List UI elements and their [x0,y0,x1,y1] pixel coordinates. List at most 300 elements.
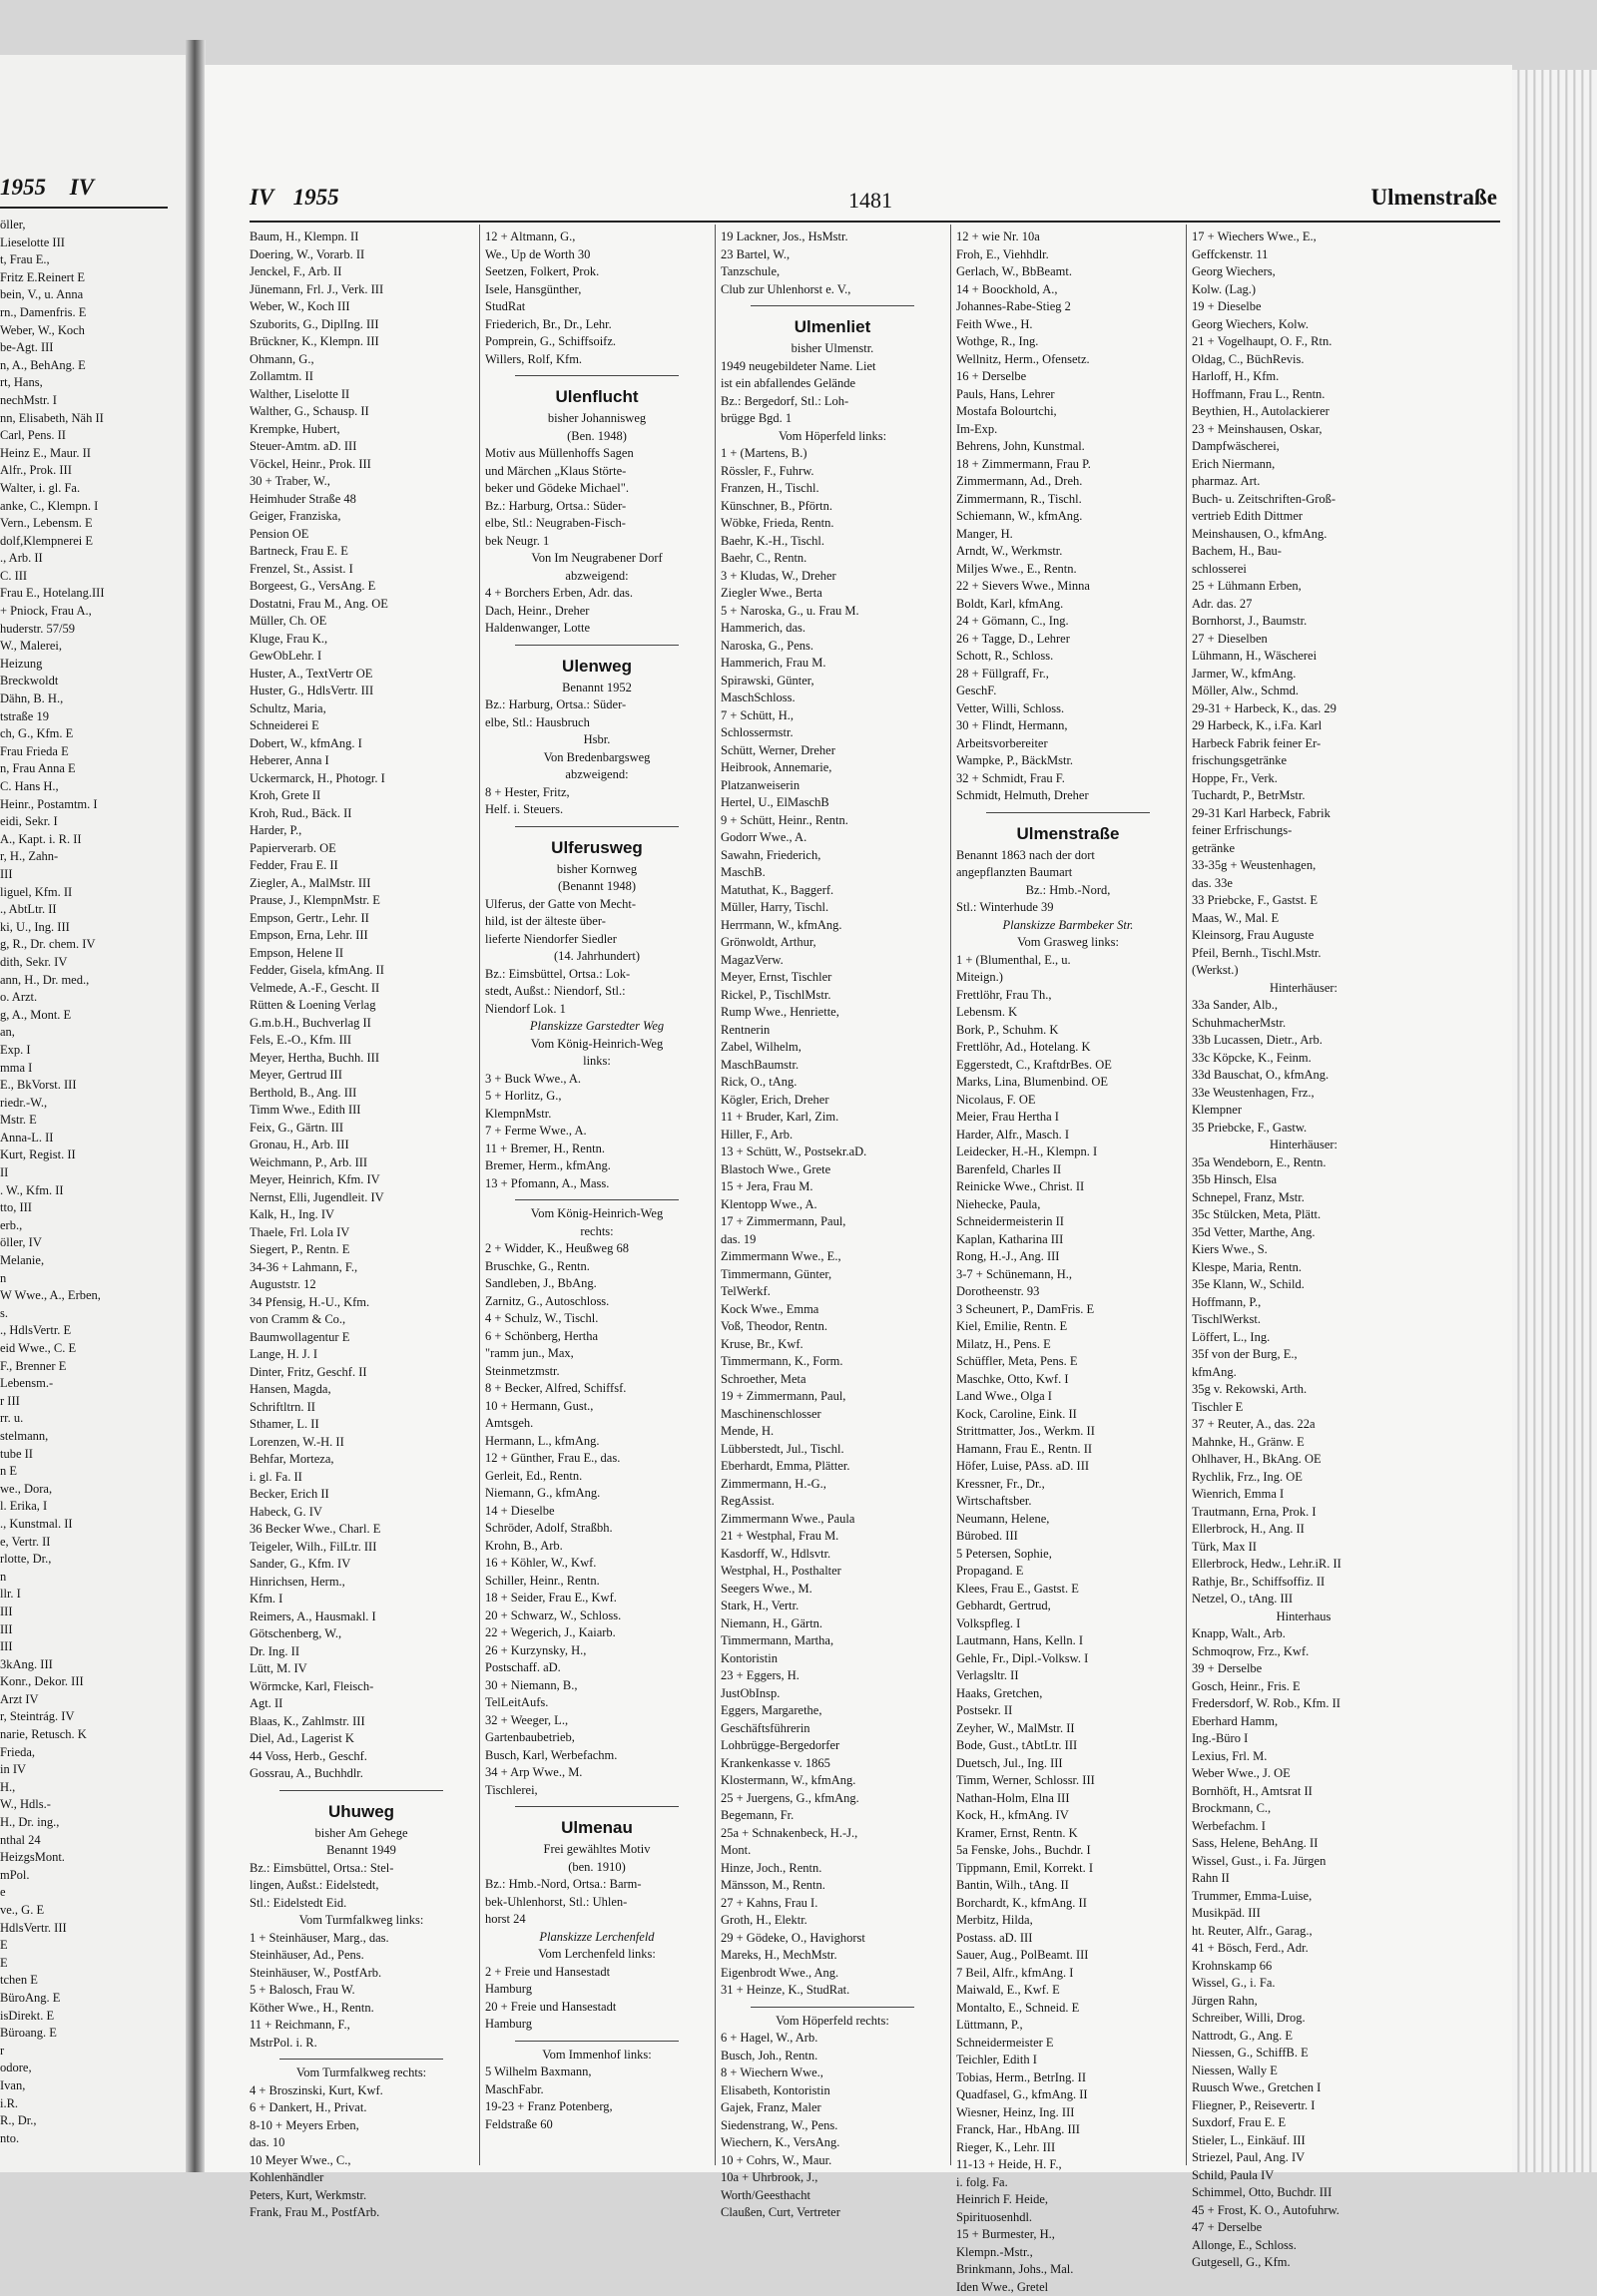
directory-entry: Miljes Wwe., E., Rentn. [956,561,1180,579]
directory-entry: Frank, Frau M., PostfArb. [250,2204,473,2222]
directory-entry: Haldenwanger, Lotte [485,620,709,638]
directory-entry: Möller, Alw., Schmd. [1192,683,1415,700]
left-page-line: Fritz E.Reinert E [0,269,160,287]
directory-entry: Siegert, P., Rentn. E [250,1241,473,1259]
directory-entry: ist ein abfallendes Gelände [721,375,944,393]
directory-entry: 19 + Zimmermann, Paul, [721,1388,944,1406]
directory-entry: Ohmann, G., [250,351,473,369]
left-page-line: Konr., Dekor. III [0,1673,160,1691]
directory-entry: Sauer, Aug., PolBeamt. III [956,1947,1180,1965]
running-head-street: Ulmenstraße [1371,185,1497,211]
section-note: rechts: [485,1223,709,1241]
directory-entry: 33 Priebcke, F., Gastst. E [1192,892,1415,910]
left-page-line: H., [0,1779,160,1797]
directory-entry: 4 + Broszinski, Kurt, Kwf. [250,2082,473,2100]
directory-entry: Friederich, Br., Dr., Lehr. [485,316,709,334]
directory-entry: 23 + Meinshausen, Oskar, [1192,421,1415,439]
directory-entry: Schott, R., Schloss. [956,648,1180,666]
section-note: Vom Immenhof links: [485,2047,709,2065]
directory-entry: Miteign.) [956,969,1180,987]
directory-entry: Timm, Werner, Schlossr. III [956,1772,1180,1790]
left-page-line: nto. [0,2130,160,2148]
directory-entry: Papierverarb. OE [250,840,473,858]
left-page-line: HdlsVertr. III [0,1920,160,1938]
directory-entry: Neumann, Helene, [956,1511,1180,1529]
directory-entry: Gebhardt, Gertrud, [956,1598,1180,1615]
directory-entry: RegAssist. [721,1493,944,1511]
directory-entry: Volkspfleg. I [956,1615,1180,1633]
left-page-line: o. Arzt. [0,989,160,1007]
left-page-line: ch, G., Kfm. E [0,725,160,743]
directory-entry: 45 + Frost, K. O., Autofuhrw. [1192,2202,1415,2220]
directory-entry: 19 + Dieselbe [1192,298,1415,316]
section-note: Vom König-Heinrich-Weg [485,1036,709,1054]
directory-entry: Trummer, Emma-Luise, [1192,1888,1415,1906]
directory-entry: Franck, Har., HbAng. III [956,2121,1180,2139]
directory-entry: Gerlach, W., BbBeamt. [956,263,1180,281]
directory-entry: Prause, J., KlempnMstr. E [250,892,473,910]
directory-entry: Heimhuder Straße 48 [250,491,473,509]
directory-entry: Kögler, Erich, Dreher [721,1092,944,1110]
left-page [0,55,190,2172]
directory-entry: Stieler, L., Einkäuf. III [1192,2132,1415,2150]
directory-entry: Bürobed. III [956,1528,1180,1546]
directory-entry: 33c Köpcke, K., Feinm. [1192,1050,1415,1068]
directory-entry: Wissel, Gust., i. Fa. Jürgen [1192,1853,1415,1871]
directory-entry: Bz.: Eimsbüttel, Ortsa.: Stel- [250,1860,473,1878]
street-heading: Uhuweg [250,1799,473,1825]
left-header-rule [0,207,168,209]
directory-entry: Schriftltrn. II [250,1399,473,1417]
directory-entry: Reinicke Wwe., Christ. II [956,1178,1180,1196]
directory-entry: Bremer, Herm., kfmAng. [485,1157,709,1175]
directory-entry: Uckermarck, H., Photogr. I [250,770,473,788]
left-page-line: g, R., Dr. chem. IV [0,936,160,954]
directory-entry: Musikpäd. III [1192,1905,1415,1923]
directory-entry: i. folg. Fa. [956,2174,1180,2192]
planskizze-note: Planskizze Barmbeker Str. [956,917,1180,935]
directory-entry: Hamburg [485,2016,709,2034]
directory-entry: 39 + Derselbe [1192,1660,1415,1678]
left-page-line: C. Hans H., [0,778,160,796]
left-page-line: III [0,1638,160,1656]
directory-entry: Hamann, Frau E., Rentn. II [956,1441,1180,1459]
directory-entry: Schreiber, Willi, Drog. [1192,2010,1415,2028]
directory-entry: Kfm. I [250,1591,473,1608]
left-page-line: nechMstr. I [0,392,160,410]
directory-entry: Szuborits, G., DiplIng. III [250,316,473,334]
directory-entry: Peters, Kurt, Werkmstr. [250,2187,473,2205]
section-separator [515,826,679,827]
directory-entry: Ruusch Wwe., Gretchen I [1192,2079,1415,2097]
left-page-line: Ivan, [0,2077,160,2095]
left-page-line: narie, Retusch. K [0,1726,160,1744]
directory-entry: Walther, Liselotte II [250,386,473,404]
directory-entry: Hamburg [485,1981,709,1999]
left-page-line: W., Hdls.- [0,1796,160,1814]
left-page-line: we., Dora, [0,1481,160,1499]
directory-entry: Maiwald, E., Kwf. E [956,1982,1180,2000]
directory-entry: Mänsson, M., Rentn. [721,1877,944,1895]
section-note: Vom Lerchenfeld links: [485,1946,709,1964]
directory-entry: Haaks, Gretchen, [956,1685,1180,1703]
left-page-line: ., Arb. II [0,550,160,568]
directory-entry: Steinhäuser, W., PostfArb. [250,1965,473,1983]
directory-entry: Postschaff. aD. [485,1659,709,1677]
directory-entry: Striezel, Paul, Ang. IV [1192,2149,1415,2167]
directory-entry: Duetsch, Jul., Ing. III [956,1755,1180,1773]
directory-entry: Georg Wiechers, [1192,263,1415,281]
section-note: Benannt 1952 [485,680,709,697]
left-page-line: rr. u. [0,1410,160,1428]
directory-entry: Lange, H. J. I [250,1346,473,1364]
directory-entry: 5 + Horlitz, G., [485,1088,709,1106]
left-page-line: t, Frau E., [0,251,160,269]
directory-entry: Weber, W., Koch III [250,298,473,316]
left-page-line: . W., Kfm. II [0,1182,160,1200]
left-page-line: HeizgsMont. [0,1849,160,1867]
directory-entry: TelWerkf. [721,1283,944,1301]
directory-entry: Claußen, Curt, Vertreter [721,2204,944,2222]
directory-entry: Godorr Wwe., A. [721,829,944,847]
directory-entry: pharmaz. Art. [1192,473,1415,491]
directory-entry: Wissel, G., i. Fa. [1192,1975,1415,1993]
directory-entry: angepflanzten Baumart [956,864,1180,882]
section-note: (Benannt 1948) [485,878,709,896]
directory-entry: Höfer, Luise, PAss. aD. III [956,1458,1180,1476]
directory-entry: Dinter, Fritz, Geschf. II [250,1364,473,1382]
directory-entry: Mahnke, H., Gränw. E [1192,1434,1415,1452]
directory-entry: Schröder, Adolf, Straßbh. [485,1520,709,1538]
directory-entry: Heinrich F. Heide, [956,2191,1180,2209]
directory-entry: Land Wwe., Olga I [956,1388,1180,1406]
directory-entry: Teigeler, Wilh., FilLtr. III [250,1539,473,1557]
left-page-line: Heinz E., Maur. II [0,445,160,463]
directory-entry: Klespe, Maria, Rentn. [1192,1259,1415,1277]
directory-entry: Schimmel, Otto, Buchdr. III [1192,2184,1415,2202]
directory-entry: 11 + Reichmann, F., [250,2017,473,2035]
directory-entry: Timmermann, Martha, [721,1632,944,1650]
left-page-line: liguel, Kfm. II [0,884,160,902]
directory-entry: Arbeitsvorbereiter [956,735,1180,753]
directory-entry: stedt, Außst.: Niendorf, Stl.: [485,983,709,1001]
directory-entry: hild, ist der älteste über- [485,913,709,931]
directory-entry: Georg Wiechers, Kolw. [1192,316,1415,334]
directory-entry: feiner Erfrischungs- [1192,822,1415,840]
directory-entry: Erich Niermann, [1192,456,1415,474]
left-page-line: W Wwe., A., Erben, [0,1287,160,1305]
directory-entry: 14 + Boockhold, A., [956,281,1180,299]
directory-entry: Lohbrügge-Bergedorfer [721,1737,944,1755]
directory-entry: Wöbke, Frieda, Rentn. [721,515,944,533]
directory-entry: Thaele, Frl. Lola IV [250,1224,473,1242]
directory-column-2 [485,229,709,2164]
directory-entry: 4 + Schulz, W., Tischl. [485,1310,709,1328]
right-page-header [250,185,1497,221]
directory-entry: Bz.: Bergedorf, Stl.: Loh- [721,393,944,411]
directory-entry: Eggers, Margarethe, [721,1702,944,1720]
directory-entry: Lühmann, H., Wäscherei [1192,648,1415,666]
left-page-line: g, A., Mont. E [0,1007,160,1025]
directory-entry: Jünemann, Frl. J., Verk. III [250,281,473,299]
directory-entry: Zimmermann Wwe., E., [721,1248,944,1266]
directory-entry: StudRat [485,298,709,316]
directory-entry: Teichler, Edith I [956,2052,1180,2069]
directory-entry: Vetter, Willi, Schloss. [956,700,1180,718]
directory-entry: lingen, Außst.: Eidelstedt, [250,1877,473,1895]
directory-entry: Rütten & Loening Verlag [250,997,473,1015]
directory-entry: 31 + Heinze, K., StudRat. [721,1982,944,2000]
left-page-line: + Pniock, Frau A., [0,603,160,621]
section-note: bisher Am Gehege [250,1825,473,1843]
directory-entry: Worth/Geesthacht [721,2187,944,2205]
directory-entry: 35g v. Rekowski, Arth. [1192,1381,1415,1399]
section-note: Vom Höperfeld links: [721,428,944,446]
directory-entry: Westphal, H., Posthalter [721,1563,944,1581]
directory-entry: Postsekr. II [956,1702,1180,1720]
directory-entry: Empson, Gertr., Lehr. II [250,910,473,928]
directory-entry: Fliegner, P., Reisevertr. I [1192,2097,1415,2115]
section-note: (14. Jahrhundert) [485,948,709,966]
directory-entry: 16 + Derselbe [956,368,1180,386]
directory-entry: Busch, Karl, Werbefachm. [485,1747,709,1765]
directory-entry: Meyer, Gertrud III [250,1067,473,1085]
section-separator [751,305,914,306]
directory-entry: Gronau, H., Arb. III [250,1137,473,1154]
directory-entry: Blastoch Wwe., Grete [721,1161,944,1179]
directory-entry: Lebensm. K [956,1004,1180,1022]
section-note: abzweigend: [485,568,709,586]
directory-entry: 13 + Schütt, W., Postsekr.aD. [721,1144,944,1161]
left-page-column [0,217,160,2147]
left-page-line: H., Dr. ing., [0,1814,160,1832]
directory-entry: 11 + Bremer, H., Rentn. [485,1141,709,1158]
directory-entry: elbe, Stl.: Hausbruch [485,714,709,732]
directory-entry: 47 + Derselbe [1192,2219,1415,2237]
left-page-line: be-Agt. III [0,339,160,357]
directory-entry: Heibrook, Annemarie, [721,759,944,777]
left-page-line: rn., Damenfris. E [0,304,160,322]
left-header-volume: IV [70,175,94,201]
directory-entry: Buch- u. Zeitschriften-Groß- [1192,491,1415,509]
left-page-line: öller, [0,217,160,234]
section-note: Vom Turmfalkweg links: [250,1912,473,1930]
left-page-line: 3kAng. III [0,1656,160,1674]
left-page-line: ., Kunstmal. II [0,1516,160,1534]
directory-entry: Gartenbaubetrieb, [485,1729,709,1747]
directory-entry: 10 + Hermann, Gust., [485,1398,709,1416]
directory-entry: 5 + Balosch, Frau W. [250,1982,473,2000]
directory-entry: Bz.: Eimsbüttel, Ortsa.: Lok- [485,966,709,984]
section-note: Frei gewähltes Motiv [485,1841,709,1859]
left-page-line: n, A., BehAng. E [0,357,160,375]
directory-entry: Meyer, Heinrich, Kfm. IV [250,1171,473,1189]
directory-entry: Suxdorf, Frau E. E [1192,2114,1415,2132]
left-page-line: odore, [0,2060,160,2077]
directory-entry: Schmidt, Helmuth, Dreher [956,787,1180,805]
directory-entry: 8 + Hester, Fritz, [485,784,709,802]
directory-entry: Wiesner, Heinz, Ing. III [956,2104,1180,2122]
directory-entry: Steinmetzmstr. [485,1363,709,1381]
directory-entry: Kock, H., kfmAng. IV [956,1807,1180,1825]
right-page [205,65,1512,2172]
directory-entry: Kock, Caroline, Eink. II [956,1406,1180,1424]
left-page-line: Lieselotte III [0,234,160,252]
directory-entry: Brinkmann, Johs., Mal. [956,2261,1180,2279]
directory-entry: Schroether, Meta [721,1371,944,1389]
directory-entry: 33-35g + Weustenhagen, [1192,857,1415,875]
directory-entry: Ulferus, der Gatte von Mecht- [485,896,709,914]
directory-entry: 21 + Westphal, Frau M. [721,1528,944,1546]
left-page-line: nthal 24 [0,1832,160,1850]
directory-entry: ht. Reuter, Alfr., Garag., [1192,1923,1415,1941]
directory-entry: MagazVerw. [721,952,944,970]
left-page-line: Melanie, [0,1252,160,1270]
street-heading: Ulmenliet [721,314,944,340]
directory-entry: 20 + Schwarz, W., Schloss. [485,1607,709,1625]
directory-entry: G.m.b.H., Buchverlag II [250,1015,473,1033]
section-note: abzweigend: [485,766,709,784]
directory-entry: Seetzen, Folkert, Prok. [485,263,709,281]
directory-entry: Fredersdorf, W. Rob., Kfm. II [1192,1695,1415,1713]
directory-entry: Diel, Ad., Lagerist K [250,1730,473,1748]
directory-entry: 13 + Pfomann, A., Mass. [485,1175,709,1193]
directory-entry: Sander, G., Kfm. IV [250,1556,473,1574]
directory-entry: Seegers Wwe., M. [721,1581,944,1599]
section-separator [751,2007,914,2008]
directory-entry: Begemann, Fr. [721,1807,944,1825]
directory-entry: 5 Wilhelm Baxmann, [485,2064,709,2081]
section-note: Vom Turmfalkweg rechts: [250,2065,473,2082]
directory-entry: Schütt, Werner, Dreher [721,742,944,760]
directory-entry: Benannt 1863 nach der dort [956,847,1180,865]
directory-entry: Agt. II [250,1695,473,1713]
right-header-volume: IV [250,185,273,210]
directory-entry: Iden Wwe., Gretel [956,2279,1180,2296]
directory-entry: Hoffmann, Frau L., Rentn. [1192,386,1415,404]
directory-entry: Huster, A., TextVertr OE [250,666,473,684]
directory-entry: Groth, H., Elektr. [721,1912,944,1930]
street-heading: Ulferusweg [485,835,709,861]
directory-entry: 15 + Jera, Frau M. [721,1178,944,1196]
directory-entry: Hoppe, Fr., Verk. [1192,770,1415,788]
directory-entry: Leidecker, H.-H., Klempn. I [956,1144,1180,1161]
directory-entry: Empson, Helene II [250,945,473,963]
directory-entry: Rahn II [1192,1870,1415,1888]
directory-entry: 3 + Buck Wwe., A. [485,1071,709,1089]
directory-entry: Tuchardt, P., BetrMstr. [1192,787,1415,805]
directory-entry: Allonge, E., Schloss. [1192,2237,1415,2255]
directory-entry: 35 Priebcke, F., Gastw. [1192,1120,1415,1138]
directory-entry: 1949 neugebildeter Name. Liet [721,358,944,376]
directory-entry: Bachem, H., Bau- [1192,543,1415,561]
left-page-line: A., Kapt. i. R. II [0,831,160,849]
left-page-line: rt, Hans, [0,374,160,392]
directory-entry: Wampke, P., BäckMstr. [956,752,1180,770]
directory-entry: Eggerstedt, C., KraftdrBes. OE [956,1057,1180,1075]
directory-entry: Gutgesell, G., Kfm. [1192,2254,1415,2272]
left-page-line: riedr.-W., [0,1095,160,1113]
directory-entry: Zimmermann, Ad., Dreh. [956,473,1180,491]
left-page-line: Exp. I [0,1042,160,1060]
directory-entry: brügge Bgd. 1 [721,410,944,428]
directory-entry: und Märchen „Klaus Störte- [485,463,709,481]
directory-entry: GewObLehr. I [250,648,473,666]
directory-entry: Matuthat, K., Baggerf. [721,882,944,900]
directory-entry: SchuhmacherMstr. [1192,1015,1415,1033]
directory-entry: das. 33e [1192,875,1415,893]
directory-entry: Lübberstedt, Jul., Tischl. [721,1441,944,1459]
directory-entry: Lautmann, Hans, Kelln. I [956,1632,1180,1650]
left-page-line: tube II [0,1446,160,1464]
directory-entry: 28 + Füllgraff, Fr., [956,666,1180,684]
directory-entry: Platzanweiserin [721,777,944,795]
directory-entry: Gosch, Heinr., Fris. E [1192,1678,1415,1696]
directory-entry: 27 + Kahns, Frau I. [721,1895,944,1913]
column-divider [950,225,951,2165]
directory-entry: TischlWerkst. [1192,1311,1415,1329]
directory-entry: 7 + Ferme Wwe., A. [485,1123,709,1141]
section-separator [279,1790,443,1791]
directory-entry: Krankenkasse v. 1865 [721,1755,944,1773]
directory-entry: Sawahn, Friederich, [721,847,944,865]
directory-entry: 19-23 + Franz Potenberg, [485,2098,709,2116]
directory-entry: Geffckenstr. 11 [1192,246,1415,264]
directory-entry: Baehr, C., Rentn. [721,550,944,568]
directory-entry: 35e Klann, W., Schild. [1192,1276,1415,1294]
directory-entry: Krohn, B., Arb. [485,1538,709,1556]
left-page-line: bein, V., u. Anna [0,286,160,304]
directory-entry: Hammerich, Frau M. [721,655,944,673]
directory-entry: Sass, Helene, BehAng. II [1192,1835,1415,1853]
directory-entry: MaschBaumstr. [721,1057,944,1075]
section-separator [986,812,1150,813]
directory-entry: Schiller, Heinr., Rentn. [485,1573,709,1591]
left-page-line: n [0,1569,160,1587]
directory-entry: Behrens, John, Kunstmal. [956,438,1180,456]
directory-entry: 11-13 + Heide, H. F., [956,2156,1180,2174]
directory-entry: Ing.-Büro I [1192,1730,1415,1748]
section-note: Hinterhaus [1192,1608,1415,1626]
directory-entry: Becker, Erich II [250,1486,473,1504]
directory-entry: 32 + Weeger, L., [485,1712,709,1730]
section-note: bisher Ulmenstr. [721,340,944,358]
left-page-line: ki, U., Ing. III [0,919,160,937]
directory-entry: Ellerbrock, H., Ang. II [1192,1521,1415,1539]
directory-entry: Fels, E.-O., Kfm. III [250,1032,473,1050]
directory-entry: Hertel, U., ElMaschB [721,794,944,812]
directory-entry: Boldt, Karl, kfmAng. [956,596,1180,614]
directory-entry: Schiemann, W., kfmAng. [956,508,1180,526]
directory-entry: Müller, Ch. OE [250,613,473,631]
directory-entry: Niendorf Lok. 1 [485,1001,709,1019]
directory-entry: 23 + Eggers, H. [721,1667,944,1685]
left-page-line: llr. I [0,1586,160,1604]
directory-entry: Velmede, A.-F., Gescht. II [250,980,473,998]
directory-entry: Schüffler, Meta, Pens. E [956,1353,1180,1371]
directory-entry: Brockmann, C., [1192,1800,1415,1818]
left-page-line: Frieda, [0,1744,160,1762]
directory-entry: Siedenstrang, W., Pens. [721,2117,944,2135]
left-page-line: Anna-L. II [0,1130,160,1148]
directory-entry: Jarmer, W., kfmAng. [1192,666,1415,684]
section-separator [515,645,679,646]
directory-entry: 35f von der Burg, E., [1192,1346,1415,1364]
directory-entry: Kasdorff, W., Hdlsvtr. [721,1546,944,1564]
directory-entry: Vöckel, Heinr., Prok. III [250,456,473,474]
directory-entry: Auguststr. 12 [250,1276,473,1294]
directory-entry: 32 + Schmidt, Frau F. [956,770,1180,788]
